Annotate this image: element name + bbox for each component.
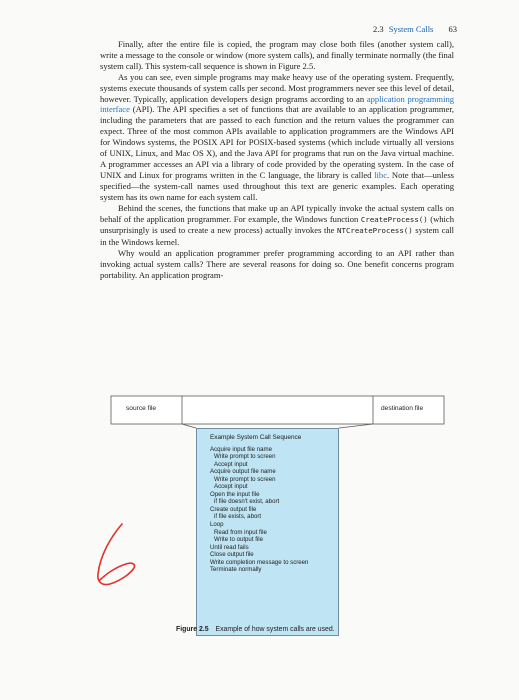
sequence-line: if file doesn't exist, abort (214, 498, 280, 506)
figure-diagram (110, 395, 445, 645)
text-run: As you can see, even simple programs may make heavy use of the operating system. Frequently, systems execute thousands of system calls per second. Most programmers never see this level of detail, however. Typically, application developers design programs according to an (100, 71, 454, 104)
text-run: system call in the Windows kernel. (100, 225, 454, 248)
section-number: 2.3 (372, 24, 384, 34)
sequence-line: Write prompt to screen (214, 453, 276, 461)
text-run: Finally, after the entire file is copied, the program may close both files (another system call), write a message to the console or window (more system calls), and finally terminate normally (the final system call). This system-call sequence is shown in Figure 2.5. (100, 39, 454, 71)
highlighted-term: libc (374, 169, 388, 180)
body-text (100, 39, 454, 281)
text-run: . Note that—unless specified—the system-call names used throughout this text are generic examples. Each operating system has its own name for each system call. (100, 169, 454, 202)
paragraph (100, 203, 454, 249)
sequence-line: Terminate normally (210, 566, 262, 574)
six-stroke (98, 524, 135, 585)
destination-connector (339, 424, 373, 428)
sequence-line: Read from input file (214, 528, 267, 536)
code-term: NTCreateProcess() (337, 226, 413, 236)
text-run: Why would an application programmer prefer programming according to an API rather than invoking actual system calls? There are several reasons for doing so. One benefit concerns program portability. An application program- (100, 248, 454, 281)
sequence-title: Example System Call Sequence (210, 434, 302, 441)
system-call-sequence-box (196, 428, 339, 636)
sequence-line: Write prompt to screen (214, 475, 276, 483)
text-run: (which unsurprisingly is used to create a new process) actually invokes the (100, 213, 455, 236)
sequence-line: if file exists, abort (214, 513, 262, 521)
handwritten-six-mark (88, 520, 150, 590)
sequence-line: Write to output file (214, 536, 263, 544)
sequence-line: Loop (210, 521, 224, 529)
sequence-line: Acquire input file name (210, 445, 272, 453)
section-title: System Calls (388, 24, 434, 34)
source-file-label: source file (126, 405, 157, 412)
sequence-lines (210, 446, 338, 574)
paragraph (100, 72, 454, 203)
sequence-line: Until read fails (210, 543, 249, 551)
figure-caption (176, 626, 335, 633)
sequence-line: Write completion message to screen (210, 558, 309, 566)
text-run: Behind the scenes, the functions that make up an API typically invoke the actual system calls on behalf of the application programmer. For example, the Windows function (100, 202, 454, 224)
text-run: (API). The API specifies a set of functions that are available to an application programmer, including the parameters that are passed to each function and the return values the programmer can expect. Three of the most common APIs available to application programmers are the Windows API for Windows systems, the POSIX API for POSIX-based systems (which include virtually all versions of UNIX, Linux, and Mac OS X), and the Java API for programs that run on the Java virtual machine. A programmer accesses an API via a library of code provided by the operating system. In the case of UNIX and Linux for programs written in the C language, the library is called (100, 104, 454, 180)
code-term: CreateProcess() (360, 214, 428, 224)
running-header (373, 24, 457, 34)
source-connector (182, 424, 196, 428)
page-number: 63 (448, 24, 457, 34)
paragraph (100, 39, 454, 72)
caption-text: Example of how system calls are used. (215, 626, 335, 633)
sequence-line: Accept input (214, 460, 248, 468)
highlighted-term: application programming interface (100, 93, 454, 115)
sequence-line: Acquire output file name (210, 468, 276, 476)
sequence-line: Open the input file (210, 490, 260, 498)
destination-file-label: destination file (381, 405, 424, 412)
paragraph (100, 248, 454, 281)
sequence-line: Close output file (210, 551, 254, 559)
sequence-line: Create output file (210, 505, 257, 513)
sequence-line: Accept input (214, 483, 248, 491)
figure-number: Figure 2.5 (176, 626, 209, 633)
